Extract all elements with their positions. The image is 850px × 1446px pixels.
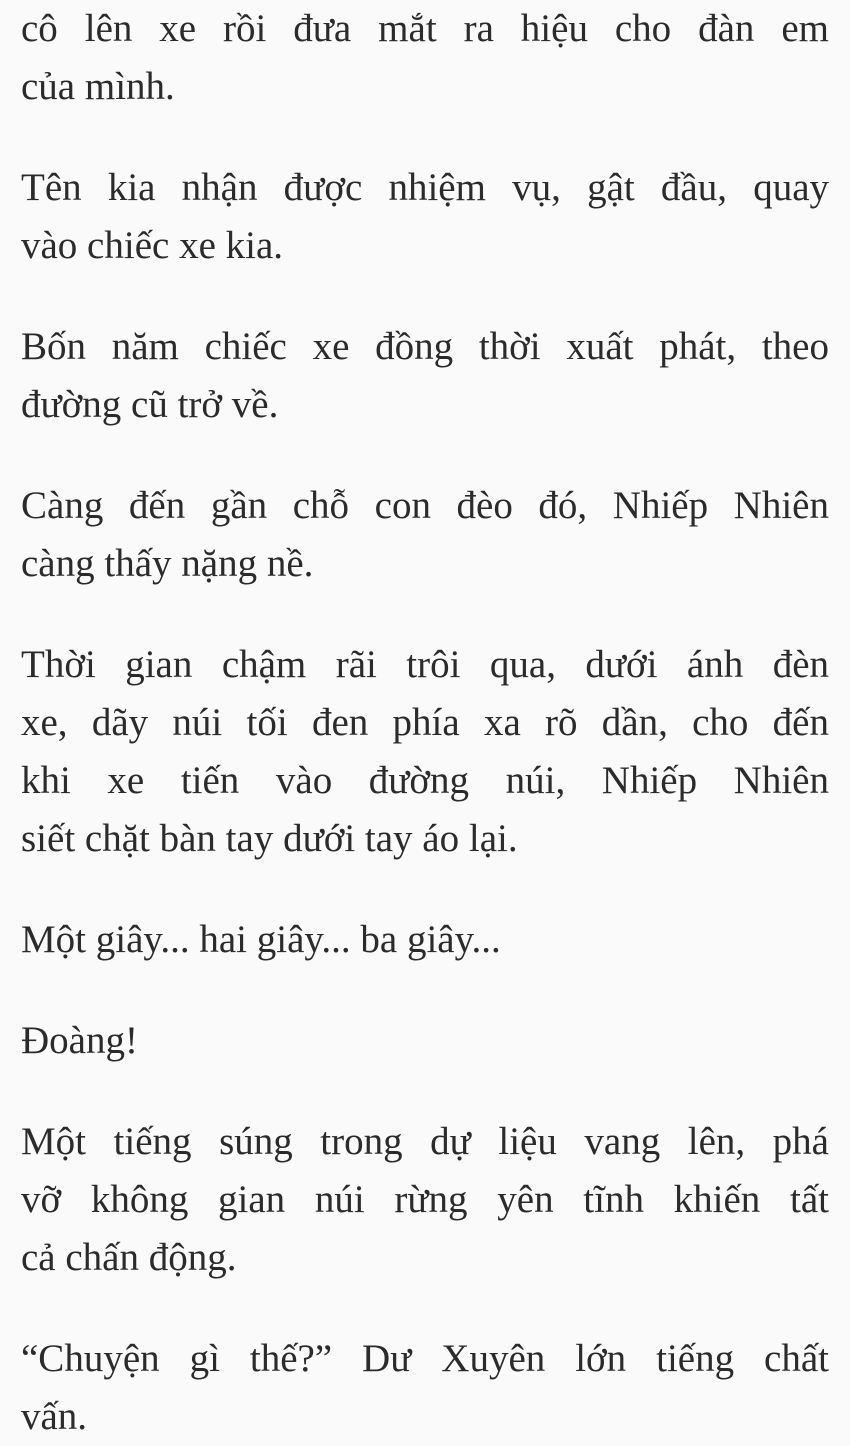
text-line: vào chiếc xe kia. [21,224,284,267]
text-line: Tên kia nhận được nhiệm vụ, gật đầu, quay [21,166,829,209]
paragraph [21,159,829,275]
paragraph [21,0,829,116]
paragraph [21,1113,829,1287]
text-line: của mình. [21,65,175,108]
paragraph [21,911,829,969]
text-line: Bốn năm chiếc xe đồng thời xuất phát, theo [21,325,829,368]
text-line: xe, dãy núi tối đen phía xa rõ dần, cho đến [21,701,829,744]
text-line: đường cũ trở về. [21,383,279,426]
text-line: vấn. [21,1395,88,1438]
text-line: Thời gian chậm rãi trôi qua, dưới ánh đèn [21,643,829,686]
paragraph [21,477,829,593]
text-line: Đoàng! [21,1019,138,1062]
text-line: khi xe tiến vào đường núi, Nhiếp Nhiên [21,759,829,802]
text-line: “Chuyện gì thế?” Dư Xuyên lớn tiếng chất [21,1337,829,1380]
paragraph [21,1012,829,1070]
text-line: Càng đến gần chỗ con đèo đó, Nhiếp Nhiên [21,484,829,527]
text-line: siết chặt bàn tay dưới tay áo lại. [21,817,518,860]
text-line: càng thấy nặng nề. [21,542,314,585]
paragraph [21,318,829,434]
paragraph [21,636,829,868]
text-line: Một tiếng súng trong dự liệu vang lên, phá [21,1120,829,1163]
text-line: Một giây... hai giây... ba giây... [21,918,501,961]
paragraph [21,1330,829,1446]
text-line: cả chấn động. [21,1236,237,1279]
text-line: vỡ không gian núi rừng yên tĩnh khiến tất [21,1178,829,1221]
text-line: cô lên xe rồi đưa mắt ra hiệu cho đàn em [21,7,829,50]
